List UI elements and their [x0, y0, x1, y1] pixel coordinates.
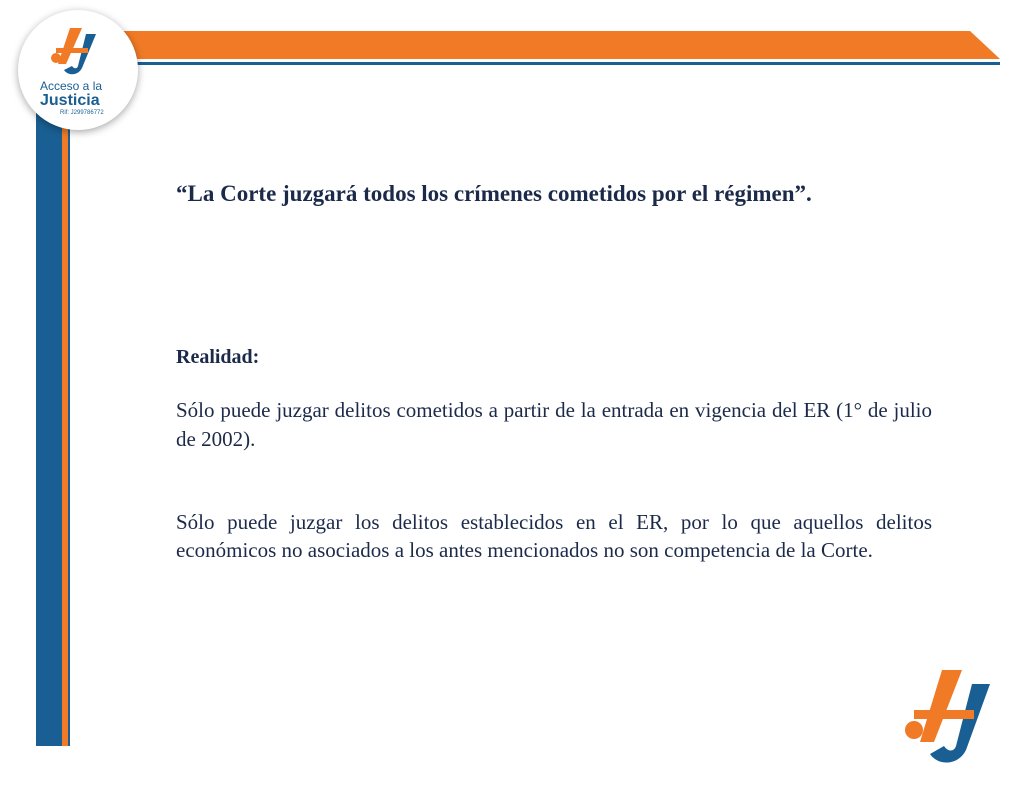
corner-logo-icon	[900, 664, 1004, 768]
realidad-heading: Realidad:	[176, 346, 260, 368]
top-frame-bar	[100, 31, 970, 59]
logo-wordmark	[40, 80, 120, 116]
left-frame-bar	[36, 48, 62, 746]
paragraph-2: Sólo puede juzgar los delitos establecidos en el ER, por lo que aquellos delitos económicos no asociados a los antes mencionados no son competencia de la Corte.	[176, 510, 932, 562]
logo-line2: Justicia	[40, 92, 100, 109]
logo-badge	[18, 10, 138, 130]
left-frame-edge	[68, 58, 70, 746]
paragraph-1: Sólo puede juzgar delitos cometidos a partir de la entrada en vigencia del ER (1° de julio de 2002).	[176, 398, 932, 451]
logo-line1: Acceso a la	[40, 79, 103, 93]
top-frame-line	[100, 62, 1000, 65]
logo-rif: Rif: J299786772	[60, 110, 104, 116]
logo-mark-icon	[48, 24, 104, 78]
top-frame-cap	[966, 31, 1000, 59]
quote-text: “La Corte juzgará todos los crímenes cometidos por el régimen”.	[176, 181, 812, 206]
